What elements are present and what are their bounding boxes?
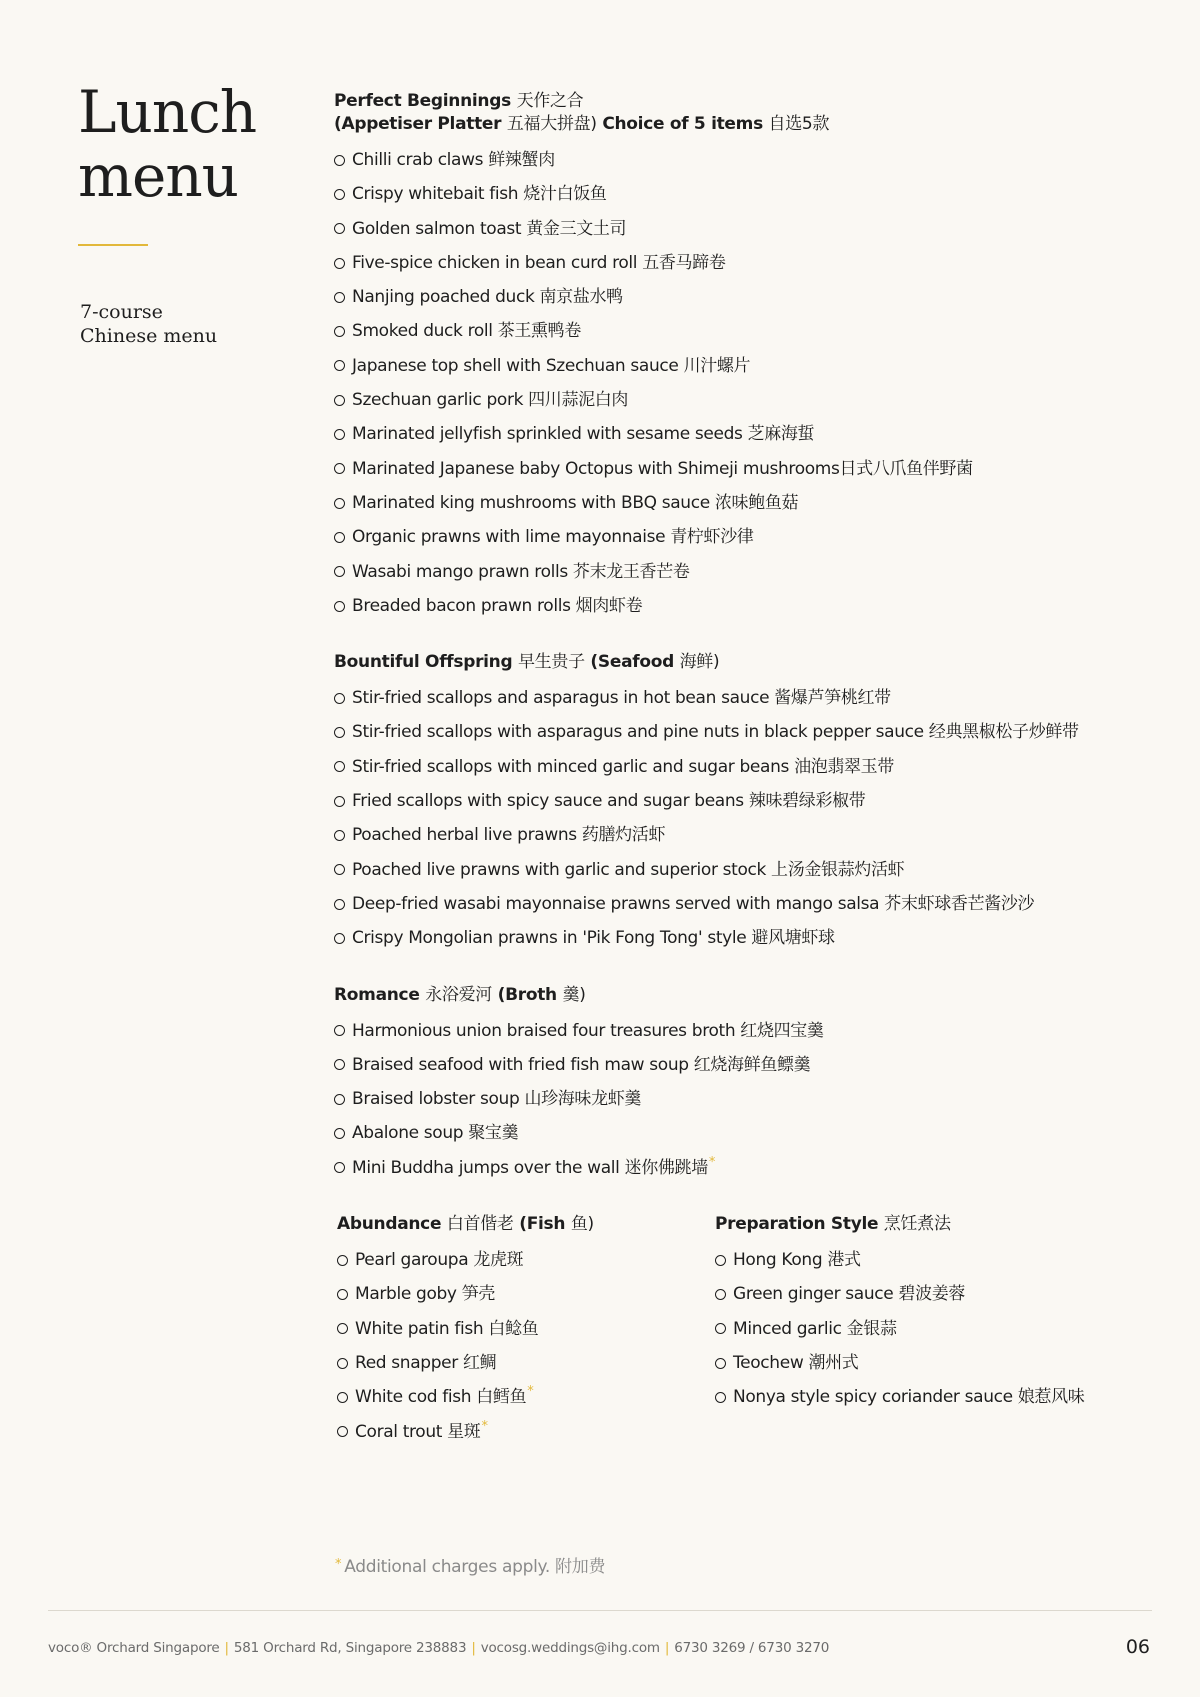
list-item: Pearl garoupa 龙虎斑 (337, 1243, 715, 1277)
heading-sub-cn: 五福大拼盘) (506, 114, 597, 134)
list-item: Japanese top shell with Szechuan sauce 川汁螺片 (334, 349, 1144, 383)
circle-bullet-icon (337, 1392, 348, 1403)
list-item: Wasabi mango prawn rolls 芥末龙王香芒卷 (334, 555, 1144, 589)
circle-bullet-icon (337, 1426, 348, 1437)
circle-bullet-icon (334, 933, 345, 944)
circle-bullet-icon (334, 1094, 345, 1105)
subtitle-line-2: Chinese menu (80, 325, 218, 347)
heading-category-cn: 鱼) (570, 1214, 594, 1235)
section-heading-appetisers (334, 90, 1144, 136)
list-item: Poached live prawns with garlic and superior stock 上汤金银蒜灼活虾 (334, 853, 1144, 887)
heading-cn: 白首偕老 (446, 1214, 514, 1235)
seafood-list (334, 681, 1144, 955)
circle-bullet-icon (334, 601, 345, 612)
heading-sub-en: (Appetiser Platter (334, 114, 502, 134)
list-item: Minced garlic 金银蒜 (715, 1312, 1135, 1346)
list-item: Nonya style spicy coriander sauce 娘惹风味 (715, 1380, 1135, 1414)
style-list (715, 1243, 1135, 1414)
footer-divider (48, 1610, 1152, 1611)
title-line-1: Lunch (78, 78, 257, 146)
circle-bullet-icon (715, 1392, 726, 1403)
list-item: Marinated jellyfish sprinkled with sesame seeds 芝麻海蜇 (334, 417, 1144, 451)
list-item: Nanjing poached duck 南京盐水鸭 (334, 280, 1144, 314)
list-item: Deep-fried wasabi mayonnaise prawns served with mango salsa 芥末虾球香芒酱沙沙 (334, 887, 1144, 921)
list-item: Teochew 潮州式 (715, 1346, 1135, 1380)
circle-bullet-icon (337, 1289, 348, 1300)
separator: | (471, 1640, 476, 1656)
circle-bullet-icon (334, 498, 345, 509)
separator: | (664, 1640, 670, 1656)
section-preparation-style (715, 1213, 1135, 1449)
heading-category-cn: 羹) (562, 984, 586, 1005)
list-item: Red snapper 红鲷 (337, 1346, 715, 1380)
list-item: Poached herbal live prawns 药膳灼活虾 (334, 818, 1144, 852)
heading-category-cn: 海鲜) (679, 652, 720, 673)
circle-bullet-icon (337, 1358, 348, 1369)
section-heading-broth (334, 984, 1144, 1007)
venue-name: voco® Orchard Singapore (48, 1640, 220, 1656)
circle-bullet-icon (334, 899, 345, 910)
circle-bullet-icon (334, 429, 345, 440)
circle-bullet-icon (334, 395, 345, 406)
heading-category-en: (Fish (519, 1214, 566, 1235)
page-title (78, 80, 256, 208)
circle-bullet-icon (334, 258, 345, 269)
menu-subtitle (80, 300, 217, 348)
asterisk-mark: * (527, 1384, 534, 1400)
circle-bullet-icon (334, 1128, 345, 1139)
circle-bullet-icon (337, 1323, 348, 1334)
heading-en: Romance (334, 984, 420, 1005)
list-item: Harmonious union braised four treasures broth 红烧四宝羹 (334, 1014, 1144, 1048)
circle-bullet-icon (334, 566, 345, 577)
list-item: Marble goby 笋壳 (337, 1277, 715, 1311)
heading-choice-cn: 自选5款 (768, 114, 830, 134)
list-item: Stir-fried scallops and asparagus in hot bean sauce 酱爆芦笋桃红带 (334, 681, 1144, 715)
separator: | (224, 1640, 229, 1656)
section-heading-fish (337, 1213, 715, 1236)
circle-bullet-icon (334, 326, 345, 337)
heading-cn: 永浴爱河 (425, 984, 493, 1005)
circle-bullet-icon (334, 1162, 345, 1173)
list-item: Hong Kong 港式 (715, 1243, 1135, 1277)
heading-cn: 天作之合 (516, 91, 584, 111)
list-item: Stir-fried scallops with asparagus and pine nuts in black pepper sauce 经典黑椒松子炒鲜带 (334, 715, 1144, 749)
list-item: Abalone soup 聚宝羹 (334, 1116, 1144, 1150)
circle-bullet-icon (715, 1358, 726, 1369)
title-line-2: menu (78, 142, 239, 210)
list-item: Crispy whitebait fish 烧汁白饭鱼 (334, 177, 1144, 211)
list-item: Breaded bacon prawn rolls 烟肉虾卷 (334, 589, 1144, 623)
fish-list (337, 1243, 715, 1449)
circle-bullet-icon (334, 761, 345, 772)
asterisk-mark: * (708, 1154, 716, 1170)
circle-bullet-icon (334, 292, 345, 303)
appetiser-list (334, 143, 1144, 623)
circle-bullet-icon (334, 463, 345, 474)
section-broth (334, 984, 1144, 1185)
fish-columns (334, 1213, 1144, 1449)
heading-en: Bountiful Offspring (334, 652, 513, 673)
circle-bullet-icon (334, 1025, 345, 1036)
asterisk-mark: * (335, 1557, 342, 1572)
list-item: Green ginger sauce 碧波姜蓉 (715, 1277, 1135, 1311)
asterisk-mark: * (481, 1418, 488, 1434)
list-item: White cod fish 白鳕鱼 * (337, 1380, 715, 1414)
list-item: Golden salmon toast 黄金三文土司 (334, 212, 1144, 246)
list-item: Braised lobster soup 山珍海味龙虾羹 (334, 1082, 1144, 1116)
circle-bullet-icon (334, 189, 345, 200)
circle-bullet-icon (334, 864, 345, 875)
heading-cn: 烹饪煮法 (883, 1214, 951, 1235)
heading-en: Preparation Style (715, 1214, 879, 1235)
section-seafood (334, 651, 1144, 955)
contact-email: vocosg.weddings@ihg.com (480, 1640, 660, 1656)
circle-bullet-icon (715, 1289, 726, 1300)
list-item: Szechuan garlic pork 四川蒜泥白肉 (334, 383, 1144, 417)
heading-en: Abundance (337, 1214, 442, 1235)
heading-choice-en: Choice of 5 items (602, 114, 763, 134)
circle-bullet-icon (334, 155, 345, 166)
circle-bullet-icon (334, 1059, 345, 1070)
list-item: Smoked duck roll 茶王熏鸭卷 (334, 314, 1144, 348)
list-item: Five-spice chicken in bean curd roll 五香马蹄卷 (334, 246, 1144, 280)
list-item: Organic prawns with lime mayonnaise 青柠虾沙律 (334, 520, 1144, 554)
section-fish (334, 1213, 715, 1449)
gold-divider (78, 244, 148, 246)
circle-bullet-icon (715, 1255, 726, 1266)
additional-charges-note (334, 1552, 605, 1577)
menu-content (334, 90, 1144, 1449)
circle-bullet-icon (334, 532, 345, 543)
circle-bullet-icon (334, 693, 345, 704)
circle-bullet-icon (334, 796, 345, 807)
circle-bullet-icon (334, 360, 345, 371)
list-item: Chilli crab claws 鲜辣蟹肉 (334, 143, 1144, 177)
heading-cn: 早生贵子 (517, 652, 585, 673)
broth-list (334, 1014, 1144, 1185)
circle-bullet-icon (715, 1323, 726, 1334)
circle-bullet-icon (334, 223, 345, 234)
section-appetisers (334, 90, 1144, 623)
heading-category-en: (Seafood (590, 652, 674, 673)
list-item: White patin fish 白鲶鱼 (337, 1312, 715, 1346)
list-item: Coral trout 星斑 * (337, 1415, 715, 1449)
section-heading-style (715, 1213, 1135, 1236)
venue-address: 581 Orchard Rd, Singapore 238883 (233, 1640, 467, 1656)
list-item: Marinated king mushrooms with BBQ sauce 浓味鲍鱼菇 (334, 486, 1144, 520)
page-number: 06 (1125, 1636, 1150, 1658)
list-item: Fried scallops with spicy sauce and sugar beans 辣味碧绿彩椒带 (334, 784, 1144, 818)
circle-bullet-icon (337, 1255, 348, 1266)
page-footer (48, 1640, 829, 1656)
heading-en: Perfect Beginnings (334, 91, 511, 111)
list-item: Braised seafood with fried fish maw soup 红烧海鲜鱼鳔羹 (334, 1048, 1144, 1082)
contact-phone: 6730 3269 / 6730 3270 (674, 1640, 830, 1656)
heading-category-en: (Broth (497, 984, 557, 1005)
footnote-text: Additional charges apply. 附加费 (344, 1557, 606, 1577)
section-heading-seafood (334, 651, 1144, 674)
list-item: Marinated Japanese baby Octopus with Shimeji mushrooms日式八爪鱼伴野菌 (334, 452, 1144, 486)
subtitle-line-1: 7-course (80, 301, 163, 323)
circle-bullet-icon (334, 727, 345, 738)
list-item: Crispy Mongolian prawns in 'Pik Fong Tong' style 避风塘虾球 (334, 921, 1144, 955)
circle-bullet-icon (334, 830, 345, 841)
list-item: Stir-fried scallops with minced garlic and sugar beans 油泡翡翠玉带 (334, 750, 1144, 784)
list-item: Mini Buddha jumps over the wall 迷你佛跳墙 * (334, 1151, 1144, 1185)
